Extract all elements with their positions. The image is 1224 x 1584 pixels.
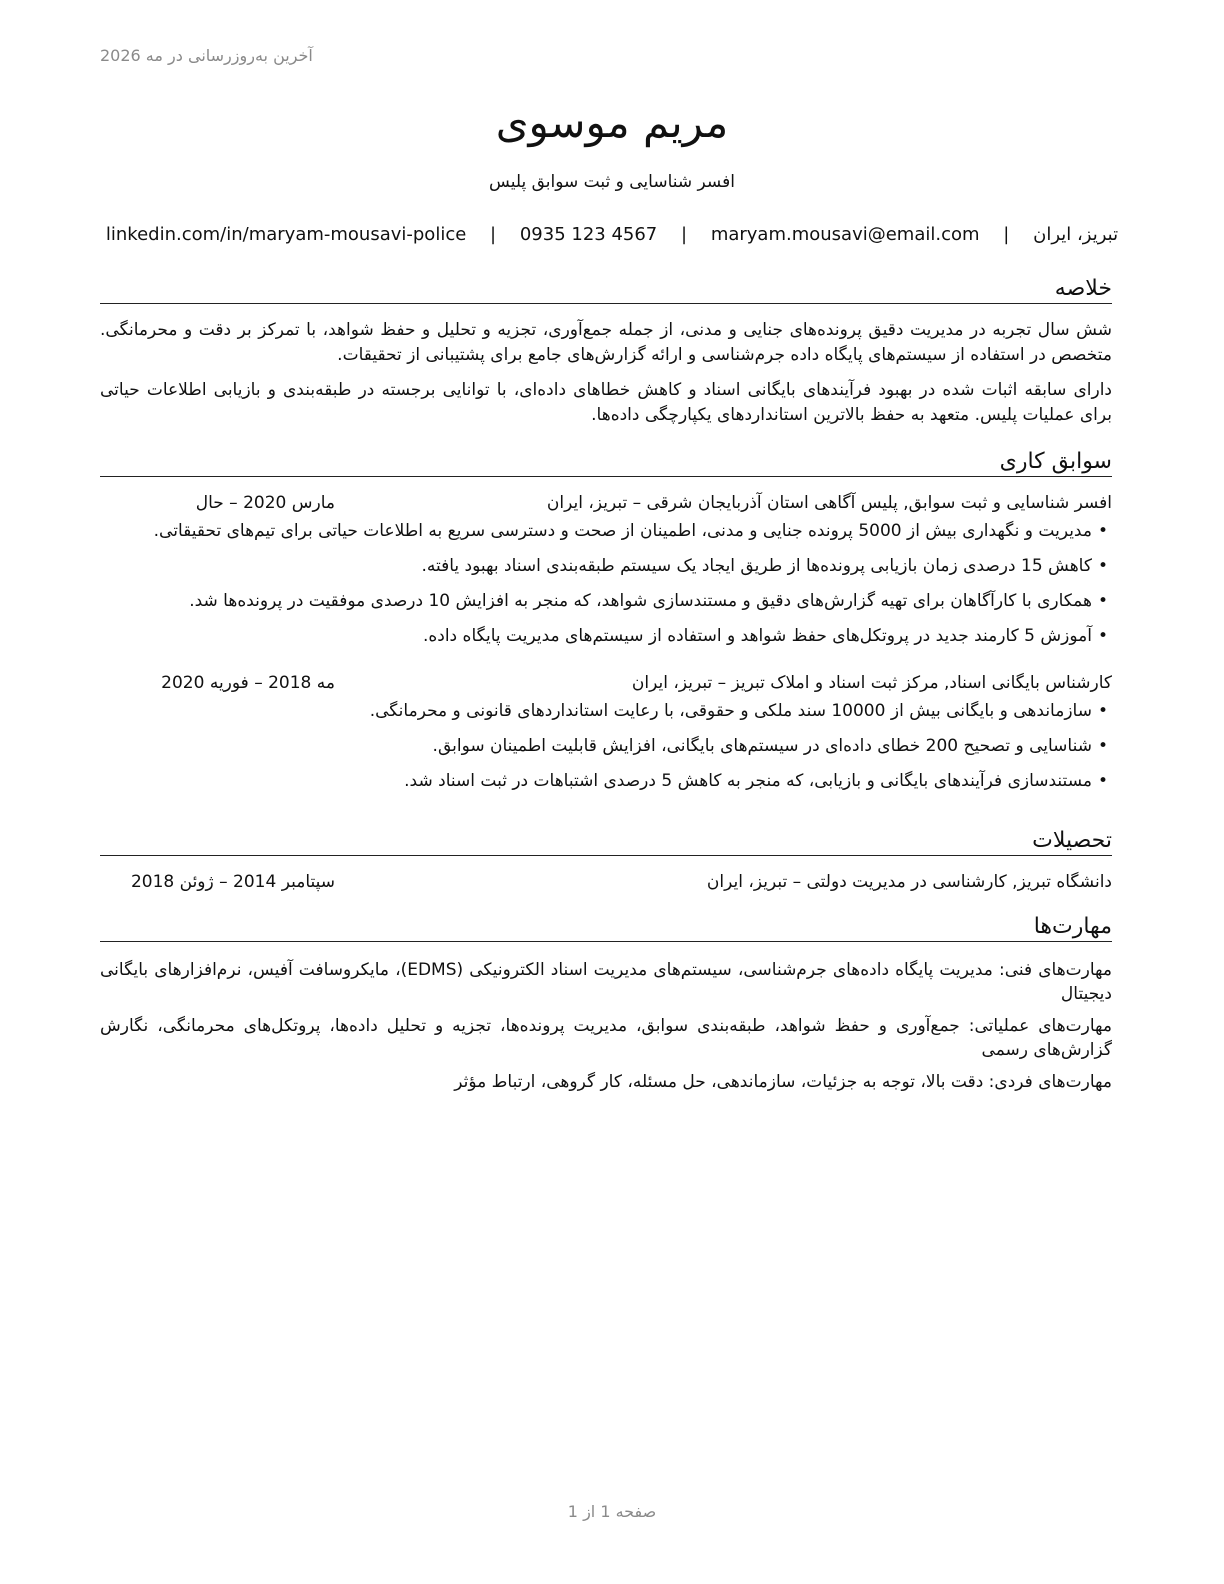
- bullet-text: شناسایی و تصحیح 200 خطای داده‌ای در سیستم‌های بایگانی، افزایش قابلیت اطمینان سوابق.: [432, 736, 1092, 756]
- bullet-text: همکاری با کارآگاهان برای تهیه گزارش‌های دقیق و مستندسازی شواهد، که منجر به افزایش 10 درصدی موفقیت در پرونده‌ها شد.: [189, 591, 1092, 611]
- bullet-text: آموزش 5 کارمند جدید در پروتکل‌های حفظ شواهد و استفاده از سیستم‌های مدیریت پایگاه داده.: [422, 626, 1092, 646]
- skills-line: مهارت‌های فنی: مدیریت پایگاه داده‌های جرم‌شناسی، سیستم‌های مدیریت اسناد الکترونیکی (EDMS)، مایکروسافت آفیس، نرم‌افزارهای بایگانی دیجیتال: [100, 960, 1113, 1004]
- job-dates: مه 2018 – فوریه 2020: [161, 673, 335, 693]
- contact-email[interactable]: maryam.mousavi@email.com: [710, 224, 980, 245]
- education-row: [100, 872, 1112, 898]
- job-bullets: [100, 519, 1108, 649]
- bullet-icon: •: [1097, 556, 1108, 576]
- skills-section: [100, 914, 1112, 1102]
- contact-separator: |: [1003, 224, 1010, 245]
- contact-phone[interactable]: 0935 123 4567: [519, 224, 658, 245]
- list-item: [100, 734, 1108, 759]
- candidate-name: مریم موسوی: [495, 98, 729, 147]
- job-dates: مارس 2020 – حال: [195, 493, 335, 513]
- summary-heading: خلاصه: [100, 276, 1112, 304]
- education-section: [100, 828, 1112, 898]
- skills-line: مهارت‌های عملیاتی: جمع‌آوری و حفظ شواهد، طبقه‌بندی سوابق، مدیریت پرونده‌ها، تجزیه و تحلیل داده‌ها، پروتکل‌های محرمانگی، نگارش گزارش‌های رسمی: [100, 1016, 1112, 1060]
- page-number: صفحه 1 از 1: [567, 1502, 657, 1521]
- list-item: [100, 554, 1108, 579]
- contact-linkedin[interactable]: linkedin.com/in/maryam-mousavi-police: [105, 224, 467, 245]
- bullet-icon: •: [1097, 591, 1108, 611]
- job-entry: [100, 673, 1112, 794]
- last-updated-note: آخرین به‌روزرسانی در مه 2026: [100, 46, 313, 65]
- bullet-icon: •: [1097, 521, 1108, 541]
- job-header: کارشناس بایگانی اسناد, مرکز ثبت اسناد و املاک تبریز – تبریز، ایران: [631, 673, 1112, 693]
- skills-line: مهارت‌های فردی: دقت بالا، توجه به جزئیات، سازماندهی، حل مسئله، کار گروهی، ارتباط مؤثر: [454, 1072, 1112, 1092]
- education-heading: تحصیلات: [100, 828, 1112, 856]
- summary-paragraph: دارای سابقه اثبات شده در بهبود فرآیندهای بایگانی اسناد و کاهش خطاهای داده‌ای، با توانایی برجسته در طبقه‌بندی و بازیابی اطلاعات حیاتی برای عملیات پلیس. متعهد به حفظ بالاترین استانداردهای یکپارچگی داده‌ها.: [100, 380, 1112, 425]
- list-item: [100, 589, 1108, 614]
- job-header-row: [100, 673, 1112, 699]
- contact-line: [100, 224, 1124, 245]
- list-item: [100, 769, 1108, 794]
- job-entry: [100, 493, 1112, 649]
- bullet-icon: •: [1097, 626, 1108, 646]
- bullet-text: سازماندهی و بایگانی بیش از 10000 سند ملکی و حقوقی، با رعایت استانداردهای قانونی و محرمانگی.: [369, 701, 1092, 721]
- list-item: [100, 699, 1108, 724]
- list-item: [100, 624, 1108, 649]
- bullet-text: مدیریت و نگهداری بیش از 5000 پرونده جنایی و مدنی، اطمینان از صحت و دسترسی سریع به اطلاعات حیاتی برای تیم‌های تحقیقاتی.: [153, 521, 1092, 541]
- job-header: افسر شناسایی و ثبت سوابق, پلیس آگاهی استان آذربایجان شرقی – تبریز، ایران: [546, 493, 1112, 513]
- job-bullets: [100, 699, 1108, 794]
- skills-heading: مهارت‌ها: [100, 914, 1112, 942]
- job-title: افسر شناسایی و ثبت سوابق پلیس: [489, 172, 735, 192]
- summary-paragraph: شش سال تجربه در مدیریت دقیق پرونده‌های جنایی و مدنی، از جمله جمع‌آوری، تجزیه و تحلیل و حفظ شواهد، با تمرکز بر دقت و محرمانگی. متخصص در استفاده از سیستم‌های پایگاه داده جرم‌شناسی و ارائه گزارش‌های جامع برای پشتیبانی از تحقیقات.: [100, 320, 1112, 365]
- education-entry: دانشگاه تبریز, کارشناسی در مدیریت دولتی – تبریز، ایران: [706, 872, 1112, 892]
- bullet-icon: •: [1097, 736, 1108, 756]
- bullet-text: مستندسازی فرآیندهای بایگانی و بازیابی، که منجر به کاهش 5 درصدی اشتباهات در ثبت اسناد شد.: [404, 771, 1092, 791]
- job-header-row: [100, 493, 1112, 519]
- contact-location: تبریز، ایران: [1033, 224, 1119, 245]
- experience-section: [100, 449, 1112, 804]
- contact-separator: |: [490, 224, 497, 245]
- summary-section: [100, 276, 1112, 428]
- bullet-icon: •: [1097, 701, 1108, 721]
- bullet-icon: •: [1097, 771, 1108, 791]
- education-dates: سپتامبر 2014 – ژوئن 2018: [130, 872, 335, 892]
- bullet-text: کاهش 15 درصدی زمان بازیابی پرونده‌ها از طریق ایجاد یک سیستم طبقه‌بندی اسناد بهبود یافته.: [421, 556, 1092, 576]
- list-item: [100, 519, 1108, 544]
- experience-heading: سوابق کاری: [100, 449, 1112, 477]
- contact-separator: |: [681, 224, 688, 245]
